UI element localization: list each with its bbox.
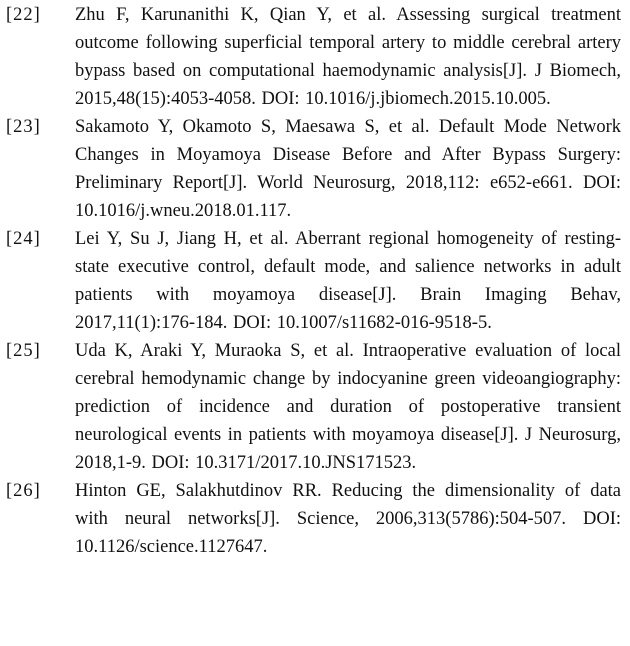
- reference-number: [22]: [6, 5, 41, 25]
- reference-number: [24]: [6, 229, 41, 249]
- reference-item: [0, 225, 630, 337]
- reference-text: Zhu F, Karunanithi K, Qian Y, et al. Assessing surgical treatment outcome following superficial temporal artery to middle cerebral artery bypass based on computational haemodynamic analysis[J]. J Biomech, 2015,48(15):4053-4058. DOI: 10.1016/j.jbiomech.2015.10.005.: [75, 5, 621, 109]
- reference-text: Hinton GE, Salakhutdinov RR. Reducing the dimensionality of data with neural networks[J]. Science, 2006,313(5786):504-507. DOI: 10.1126/science.1127647.: [75, 481, 621, 557]
- reference-number: [23]: [6, 117, 41, 137]
- reference-item: [0, 113, 630, 225]
- reference-text: Sakamoto Y, Okamoto S, Maesawa S, et al. Default Mode Network Changes in Moyamoya Disease Before and After Bypass Surgery: Preliminary Report[J]. World Neurosurg, 2018,112: e652-e661. DOI: 10.1016/j.wneu.2018.01.117.: [75, 117, 621, 221]
- reference-item: [0, 337, 630, 477]
- reference-text: Uda K, Araki Y, Muraoka S, et al. Intraoperative evaluation of local cerebral hemodynamic change by indocyanine green videoangiography: prediction of incidence and duration of postoperative transient neurological events in patients with moyamoya disease[J]. J Neurosurg, 2018,1-9. DOI: 10.3171/2017.10.JNS171523.: [75, 341, 621, 473]
- reference-item: [0, 1, 630, 113]
- reference-number: [26]: [6, 481, 41, 501]
- reference-item: [0, 477, 630, 561]
- reference-number: [25]: [6, 341, 41, 361]
- reference-text: Lei Y, Su J, Jiang H, et al. Aberrant regional homogeneity of resting-state executive control, default mode, and salience networks in adult patients with moyamoya disease[J]. Brain Imaging Behav, 2017,11(1):176-184. DOI: 10.1007/s11682-016-9518-5.: [75, 229, 621, 333]
